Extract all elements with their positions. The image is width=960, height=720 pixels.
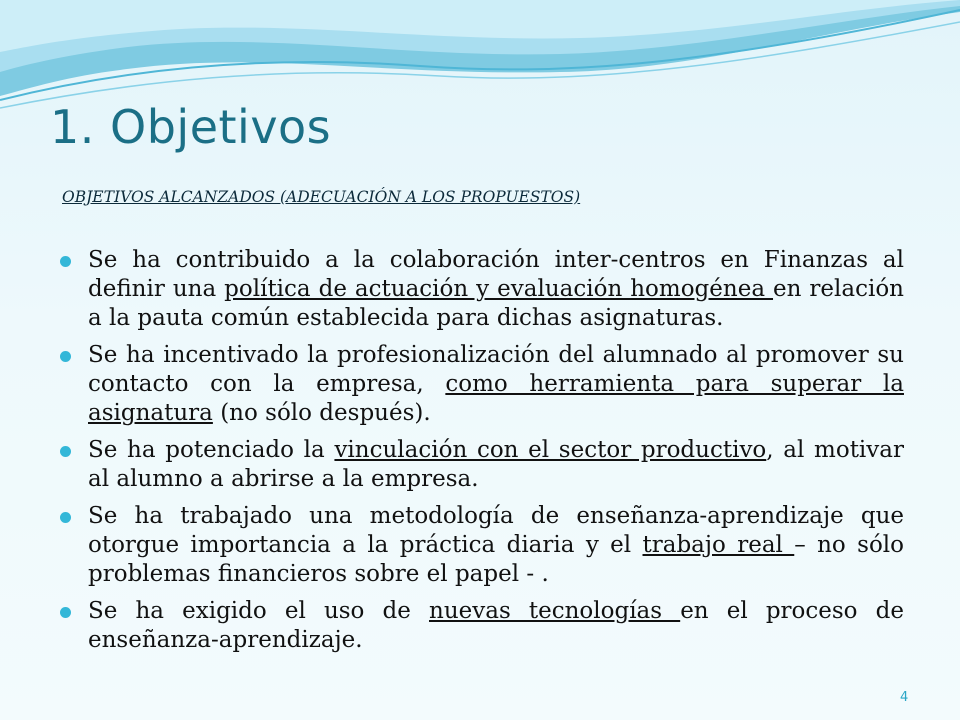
bullet-item bbox=[60, 597, 904, 655]
page-number: 4 bbox=[900, 690, 909, 705]
bullet-item bbox=[60, 502, 904, 589]
bullet-text: en el proceso de enseñanza-aprendizaje. bbox=[88, 598, 904, 653]
bullet-item bbox=[60, 341, 904, 428]
bullet-emphasis: vinculación con el sector productivo bbox=[334, 437, 767, 463]
bullet-emphasis: política de actuación y evaluación homogénea bbox=[224, 276, 774, 302]
bullet-text: Se ha contribuido a la colaboración inter-centros en Finanzas al definir una bbox=[88, 247, 904, 302]
bullet-dot-icon bbox=[60, 512, 71, 523]
bullet-dot-icon bbox=[60, 256, 71, 267]
bullet-emphasis: trabajo real bbox=[642, 532, 795, 558]
slide-title: 1. Objetivos bbox=[50, 100, 332, 154]
slide-subtitle: OBJETIVOS ALCANZADOS (ADECUACIÓN A LOS PROPUESTOS) bbox=[62, 188, 581, 206]
bullet-dot-icon bbox=[60, 351, 71, 362]
bullet-emphasis: nuevas tecnologías bbox=[429, 598, 681, 624]
bullet-text: (no sólo después). bbox=[212, 400, 431, 426]
bullet-text: Se ha exigido el uso de bbox=[88, 598, 429, 624]
bullet-list bbox=[60, 246, 904, 663]
bullet-emphasis: como herramienta para superar la asignatura bbox=[88, 371, 904, 426]
bullet-text: Se ha trabajado una metodología de enseñanza-aprendizaje que otorgue importancia a la práctica diaria y el bbox=[88, 503, 904, 558]
bullet-text: en relación a la pauta común establecida para dichas asignaturas. bbox=[88, 276, 904, 331]
bullet-item bbox=[60, 246, 904, 333]
bullet-text: – no sólo problemas financieros sobre el papel - . bbox=[88, 532, 904, 587]
bullet-text: , al motivar al alumno a abrirse a la empresa. bbox=[88, 437, 904, 492]
bullet-dot-icon bbox=[60, 607, 71, 618]
bullet-dot-icon bbox=[60, 446, 71, 457]
bullet-item bbox=[60, 436, 904, 494]
bullet-text: Se ha incentivado la profesionalización del alumnado al promover su contacto con la empresa, bbox=[88, 342, 904, 397]
bullet-text: Se ha potenciado la bbox=[88, 437, 335, 463]
